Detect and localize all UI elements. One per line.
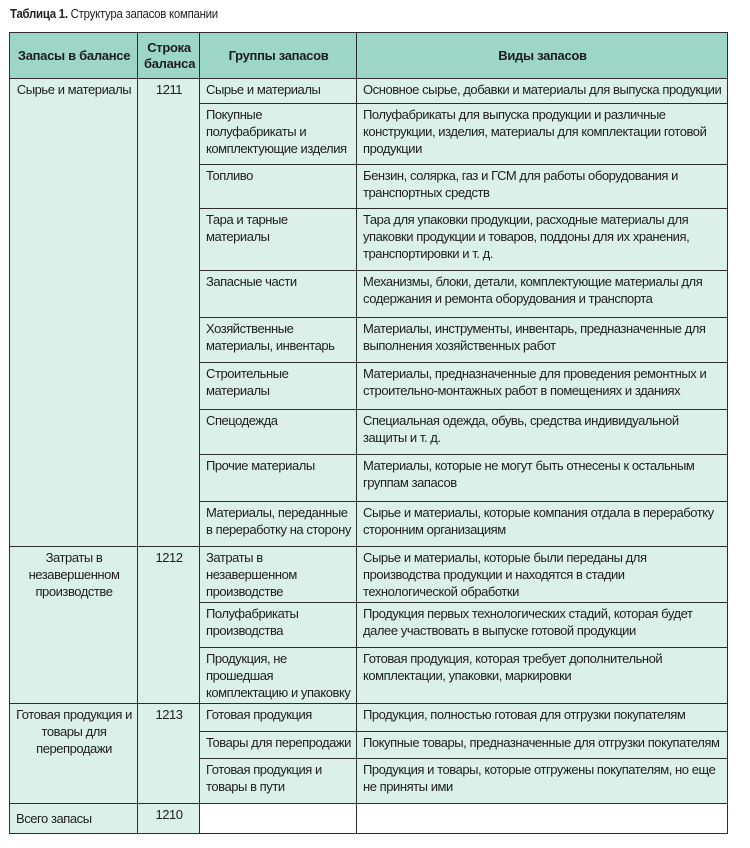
group-cell: Запасные части	[200, 271, 357, 318]
group-cell: Затраты в незавершенном производстве	[200, 547, 357, 603]
kind-cell: Материалы, которые не могут быть отнесены к остальным группам запасов	[357, 455, 728, 502]
section-name: Готовая продукция и товары для перепродажи	[10, 704, 138, 804]
kind-cell: Материалы, предназначенные для проведения ремонтных и строительно-монтажных работ в помещениях и зданиях	[357, 363, 728, 410]
group-cell: Готовая продукция	[200, 704, 357, 732]
kind-cell: Тара для упаковки продукции, расходные материалы для упаковки продукции и товаров, поддоны для их хранения, транспортировки и т. д.	[357, 209, 728, 271]
kind-cell: Специальная одежда, обувь, средства индивидуальной защиты и т. д.	[357, 410, 728, 455]
section-name: Затраты в незавершенном производстве	[10, 547, 138, 704]
group-cell: Товары для перепродажи	[200, 732, 357, 759]
kind-cell: Полуфабрикаты для выпуска продукции и различные конструкции, изделия, материалы для комплектации готовой продукции	[357, 104, 728, 165]
kind-cell: Бензин, солярка, газ и ГСМ для работы оборудования и транспортных средств	[357, 165, 728, 209]
group-cell: Готовая продукция и товары в пути	[200, 759, 357, 804]
table-caption-text: Структура запасов компании	[67, 6, 218, 21]
group-cell-empty	[200, 804, 357, 834]
kind-cell: Продукция, полностью готовая для отгрузки покупателям	[357, 704, 728, 732]
inventory-structure-table	[9, 32, 728, 834]
kind-cell: Продукция первых технологических стадий, которая будет далее участвовать в выпуске готовой продукции	[357, 603, 728, 648]
section-name: Сырье и материалы	[10, 79, 138, 547]
table-caption	[10, 6, 218, 22]
table-row	[10, 547, 728, 603]
group-cell: Полуфабрикаты производства	[200, 603, 357, 648]
column-header-line: Строка баланса	[138, 33, 200, 79]
kind-cell: Сырье и материалы, которые были переданы для производства продукции и находятся в стадии технологической обработки	[357, 547, 728, 603]
group-cell: Покупные полуфабрикаты и комплектующие изделия	[200, 104, 357, 165]
section-line: 1213	[138, 704, 200, 804]
kind-cell: Продукция и товары, которые отгружены покупателям, но еще не приняты ими	[357, 759, 728, 804]
group-cell: Сырье и материалы	[200, 79, 357, 104]
kind-cell: Материалы, инструменты, инвентарь, предназначенные для выполнения хозяйственных работ	[357, 318, 728, 363]
column-header-balance: Запасы в балансе	[10, 33, 138, 79]
section-line: 1211	[138, 79, 200, 547]
group-cell: Тара и тарные материалы	[200, 209, 357, 271]
total-line: 1210	[138, 804, 200, 834]
group-cell: Спецодежда	[200, 410, 357, 455]
kind-cell: Механизмы, блоки, детали, комплектующие материалы для содержания и ремонта оборудования и транспорта	[357, 271, 728, 318]
kind-cell-empty	[357, 804, 728, 834]
group-cell: Материалы, переданные в переработку на сторону	[200, 502, 357, 547]
kind-cell: Покупные товары, предназначенные для отгрузки покупателям	[357, 732, 728, 759]
kind-cell: Основное сырье, добавки и материалы для выпуска продукции	[357, 79, 728, 104]
section-line: 1212	[138, 547, 200, 704]
group-cell: Прочие материалы	[200, 455, 357, 502]
total-name: Всего запасы	[10, 804, 138, 834]
table-header-row	[10, 33, 728, 79]
column-header-kind: Виды запасов	[357, 33, 728, 79]
table-caption-label: Таблица 1.	[10, 6, 68, 21]
group-cell: Топливо	[200, 165, 357, 209]
group-cell: Продукция, не прошедшая комплектацию и упаковку	[200, 648, 357, 704]
kind-cell: Готовая продукция, которая требует дополнительной комплектации, упаковки, маркировки	[357, 648, 728, 704]
kind-cell: Сырье и материалы, которые компания отдала в переработку сторонним организациям	[357, 502, 728, 547]
table-row	[10, 704, 728, 732]
column-header-group: Группы запасов	[200, 33, 357, 79]
group-cell: Строительные материалы	[200, 363, 357, 410]
table-row-total	[10, 804, 728, 834]
table-row	[10, 79, 728, 104]
group-cell: Хозяйственные материалы, инвентарь	[200, 318, 357, 363]
